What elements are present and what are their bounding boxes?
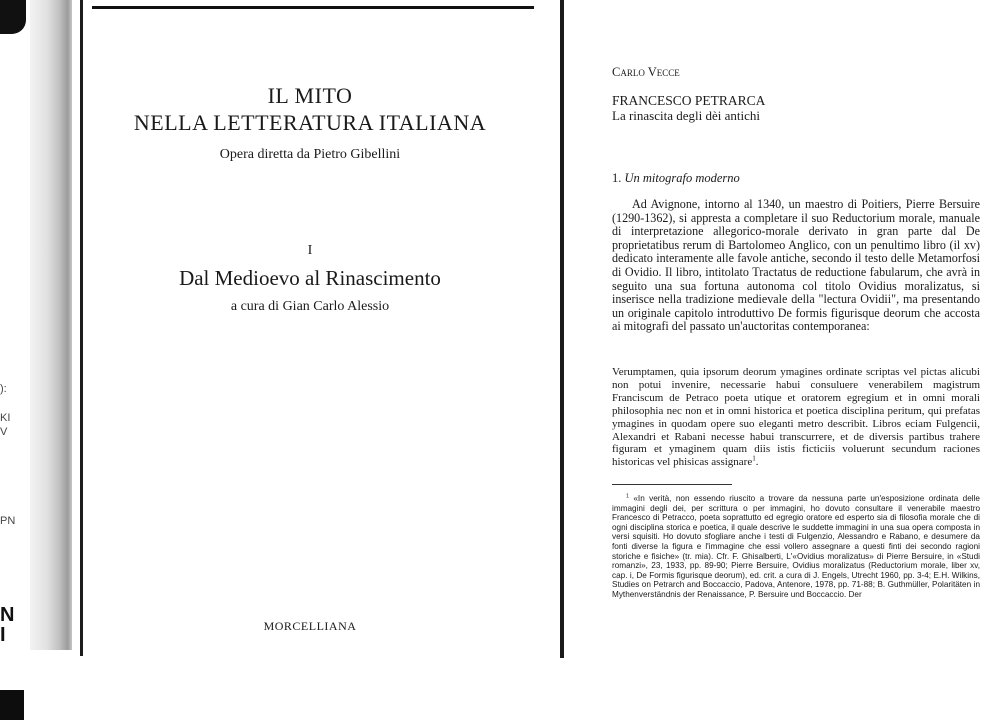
footnote-text: «In verità, non essendo riuscito a trovare da nessuna parte un'esposizione ordinata delle immagini degli dei, per scrittura o per immagini, ho dovuto consultare il venerabile maestro Francesco di Petracco, poeta soprattutto ed egregio oratore ed esperto sia di filosofia morale che di ogni disciplina storica e poetica, il quale descrive le suddette immagini in una sua opera composta in versi squisiti. Ho dovuto sfogliare anche i testi di Fulgenzio, Alessandro e Rabano, e desumere da fonti diverse la figura e l'immagine che essi vollero assegnare a questi finti dei secondo ragioni storiche e fisiche» (tr. mia). Cfr. F. Ghisalberti, L'«Ovidius moralizatus» di Pierre Bersuire, in «Studi romanzi», 23, 1933, pp. 89-90; Pierre Bersuire, Ovidius moralizatus (Reductorium morale, liber xv, cap. i, De Formis figurisque deorum), ed. crit. a cura di J. Engels, Utrecht 1960, pp. 3-4; E.H. Wilkins, Studies on Petrarch and Boccaccio, Padova, Antenore, 1978, pp. 71-88; B. Guthmüller, Polaritäten in Mythenverständnis der Renaissance, P. Bersuire und Boccaccio. Der <box>612 494 980 599</box>
section-number: 1. <box>612 171 622 185</box>
footnote-reference: 1 <box>752 454 756 463</box>
chapter-title: FRANCESCO PETRARCA <box>612 93 766 108</box>
edge-dark-corner-bottom <box>0 690 24 720</box>
series-director: Opera diretta da Pietro Gibellini <box>219 147 401 162</box>
book-spine <box>560 0 564 658</box>
section-heading <box>612 171 740 186</box>
edge-text-fragment: V <box>0 426 8 438</box>
volume-title: Dal Medioevo al Rinascimento <box>179 266 441 290</box>
edge-shadow <box>30 0 72 650</box>
publisher: MORCELLIANA <box>263 619 357 633</box>
footnote-rule <box>612 484 732 485</box>
edge-text-fragment: KI <box>0 412 11 424</box>
edge-dark-corner-top <box>0 0 26 34</box>
section-title: Un mitografo moderno <box>624 171 740 185</box>
body-paragraph: Ad Avignone, intorno al 1340, un maestro di Poitiers, Pierre Bersuire (1290-1362), si appresta a completare il suo Reductorium morale, manuale di interpretazione allegorico-morale derivato in gran parte dal De proprietatibus rerum di Bartolomeo Anglico, con un penultimo libro (il xv) dedicato interamente alle favole antiche, secondo il testo delle Metamorfosi di Ovidio. Il libro, intitolato Tractatus de reductione fabularum, che avrà in seguito una sua fortuna autonoma col titolo Ovidius moralizatus, si inserisce nella tradizione medievale della "lectura Ovidii", ma presentando un originale capitolo introduttivo De formis figurisque deorum che accosta ai mitografi del passato un'auctoritas contemporanea: <box>612 197 980 334</box>
series-title-line1: IL MITO <box>267 83 353 108</box>
edge-text-fragment: N <box>0 604 15 626</box>
page-top-rule <box>92 6 534 9</box>
chapter-subtitle: La rinascita degli dèi antichi <box>612 108 760 123</box>
chapter-page <box>612 0 980 720</box>
title-page <box>80 0 555 660</box>
series-title-line2: NELLA LETTERATURA ITALIANA <box>133 110 487 135</box>
edge-text-fragment: I <box>0 624 6 646</box>
quotation-text: Verumptamen, quia ipsorum deorum ymagines ordinate scriptas vel pictas alicubi non potui invenire, necessarie habui consuluere venerabilem magistrum Franciscum de Petraco poeta utique et oratorem egregium et in omni morali philosophia nec non et in omni historica et poetica disciplina peritum, qui prefatas ymagines in quodam opere suo eleganti metro describit. Libros eciam Fulgencii, Alexandri et Rabani necesse habui transcurrere, et de diversis partibus trahere figuram et ymaginem quam diis istis ficticiis voluerunt secundum raciones historicas vel phisicas assignare <box>612 366 980 469</box>
footnote <box>612 494 980 600</box>
edge-text-fragment: PN <box>0 515 16 527</box>
chapter-author: Carlo Vecce <box>612 65 680 79</box>
volume-curator: a cura di Gian Carlo Alessio <box>230 299 390 314</box>
edge-text-fragment: ): <box>0 383 7 395</box>
volume-number: I <box>307 243 313 258</box>
book-edge <box>0 0 80 720</box>
footnote-number: 1 <box>626 493 629 500</box>
latin-quotation: Verumptamen, quia ipsorum deorum ymagines ordinate scriptas vel pictas alicubi non potui invenire, necessarie habui consuluere venerabilem magistrum Franciscum de Petraco poeta utique et oratorem egregium et in omni morali philosophia nec non et in omni historica et poetica disciplina peritum, qui prefatas ymagines in quodam opere suo eleganti metro describit. Libros eciam Fulgencii, Alexandri et Rabani necesse habui transcurrere, et de diversis partibus trahere figuram et ymaginem quam diis istis ficticiis voluerunt secundum raciones historicas vel phisicas assignare$^1$. <box>612 366 980 469</box>
